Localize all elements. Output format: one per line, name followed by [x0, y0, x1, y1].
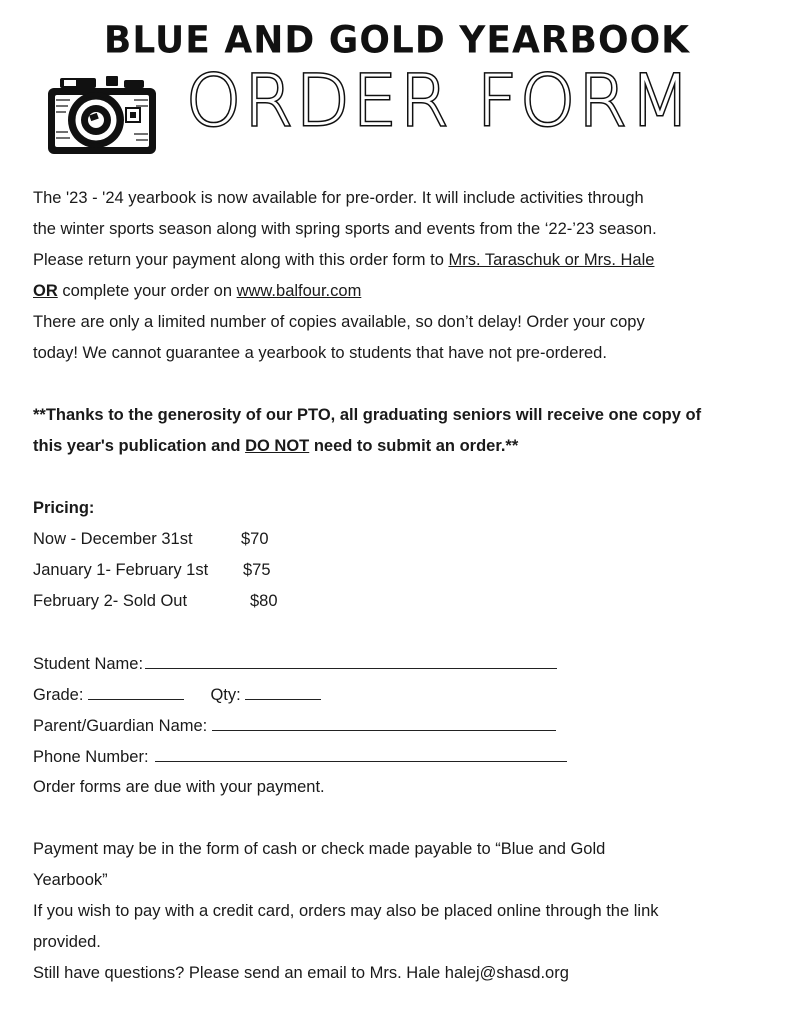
- or-emphasis: OR: [33, 282, 58, 300]
- price-value: $75: [243, 561, 271, 579]
- contact-line: Still have questions? Please send an email to Mrs. Hale halej@shasd.org: [33, 964, 569, 982]
- form-body: [33, 183, 773, 989]
- payment-line: Payment may be in the form of cash or check made payable to “Blue and Gold: [33, 840, 606, 858]
- price-tier: [33, 524, 773, 555]
- price-value: $70: [241, 530, 269, 548]
- intro-text: Please return your payment along with this order form to: [33, 251, 449, 269]
- do-not-emphasis: DO NOT: [245, 437, 310, 455]
- seniors-note: **Thanks to the generosity of our PTO, all graduating seniors will receive one copy of: [33, 406, 702, 424]
- seniors-text: this year's publication and: [33, 437, 246, 455]
- student-name-row: [33, 648, 773, 679]
- camera-icon: [46, 74, 160, 160]
- intro-text: complete your order on: [57, 282, 237, 300]
- intro-line: There are only a limited number of copies available, so don’t delay! Order your copy: [33, 313, 645, 331]
- intro-line: the winter sports season along with spring sports and events from the ‘22-’23 season.: [33, 220, 657, 238]
- seniors-note: [33, 431, 773, 462]
- price-tier: [33, 586, 773, 617]
- page-title: BLUE AND GOLD YEARBOOK: [103, 18, 691, 63]
- qty-field[interactable]: [245, 679, 321, 700]
- student-name-label: Student Name:: [33, 655, 144, 673]
- payment-line: If you wish to pay with a credit card, orders may also be placed online through the link: [33, 902, 659, 920]
- parent-name-row: [33, 710, 773, 741]
- price-period: Now - December 31st: [33, 530, 193, 548]
- student-name-field[interactable]: [145, 648, 557, 669]
- phone-label: Phone Number:: [33, 748, 149, 766]
- price-tier: [33, 555, 773, 586]
- seniors-text: need to submit an order.**: [309, 437, 519, 455]
- qty-label: Qty:: [210, 686, 241, 704]
- payment-line: provided.: [33, 933, 101, 951]
- grade-field[interactable]: [88, 679, 184, 700]
- parent-name-label: Parent/Guardian Name:: [33, 717, 208, 735]
- intro-line: The '23 - '24 yearbook is now available for pre-order. It will include activities through: [33, 189, 644, 207]
- price-value: $80: [250, 592, 278, 610]
- price-period: January 1- February 1st: [33, 561, 209, 579]
- due-note: Order forms are due with your payment.: [33, 778, 325, 796]
- phone-field[interactable]: [155, 741, 567, 762]
- price-period: February 2- Sold Out: [33, 592, 188, 610]
- pricing-heading: Pricing:: [33, 499, 95, 517]
- contact-names: Mrs. Taraschuk or Mrs. Hale: [448, 251, 655, 269]
- intro-line: [33, 276, 773, 307]
- balfour-link[interactable]: www.balfour.com: [236, 282, 362, 300]
- order-form-heading: ORDER FORM: [186, 60, 694, 142]
- intro-line: [33, 245, 773, 276]
- grade-qty-row: [33, 679, 773, 710]
- phone-row: [33, 741, 773, 772]
- payment-line: Yearbook”: [33, 871, 108, 889]
- grade-label: Grade:: [33, 686, 84, 704]
- intro-line: today! We cannot guarantee a yearbook to students that have not pre-ordered.: [33, 344, 607, 362]
- parent-name-field[interactable]: [212, 710, 556, 731]
